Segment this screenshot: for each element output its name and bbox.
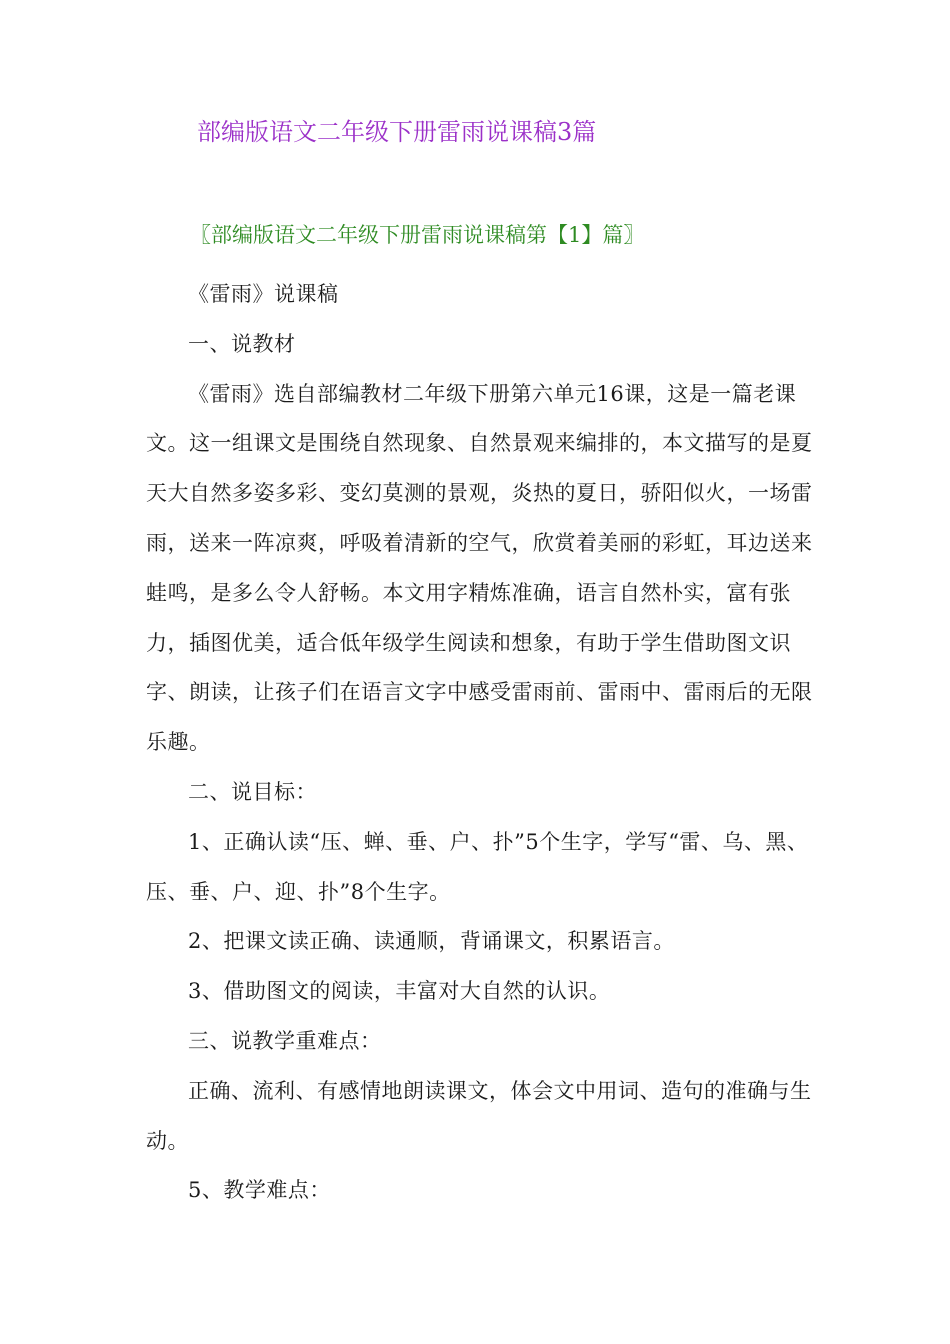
document-body — [146, 270, 826, 1216]
document-title: 部编版语文二年级下册雷雨说课稿3篇 — [197, 118, 597, 146]
paragraph-heading-difficulties: 5、教学难点： — [188, 1178, 331, 1203]
section-heading: 〖部编版语文二年级下册雷雨说课稿第【1】篇〗 — [190, 223, 645, 247]
paragraph-goal-3: 3、借助图文的阅读，丰富对大自然的认识。 — [188, 979, 611, 1004]
paragraph-subtitle: 《雷雨》说课稿 — [188, 282, 339, 306]
paragraph-goal-2: 2、把课文读正确、读通顺，背诵课文，积累语言。 — [188, 929, 675, 954]
paragraph-heading-goals: 二、说目标： — [188, 779, 317, 804]
paragraph-heading-key-points: 三、说教学重难点： — [188, 1028, 382, 1053]
paragraph-key-points-body: 正确、流利、有感情地朗读课文，体会文中用词、造句的准确与生动。 — [146, 1078, 812, 1153]
paragraph-heading-material: 一、说教材 — [188, 331, 296, 356]
paragraph-goal-1: 1、正确认读“压、蝉、垂、户、扑”5个生字，学写“雷、乌、黑、压、垂、户、迎、扑”8个生字。 — [146, 829, 809, 904]
paragraph-material-body: 《雷雨》选自部编教材二年级下册第六单元16课，这是一篇老课文。这一组课文是围绕自然现象、自然景观来编排的，本文描写的是夏天大自然多姿多彩、变幻莫测的景观，炎热的夏日，骄阳似火，一场雷雨，送来一阵凉爽，呼吸着清新的空气，欣赏着美丽的彩虹，耳边送来蛙鸣，是多么令人舒畅。本文用字精炼准确，语言自然朴实，富有张力，插图优美，适合低年级学生阅读和想象，有助于学生借助图文识字、朗读，让孩子们在语言文字中感受雷雨前、雷雨中、雷雨后的无限乐趣。 — [146, 381, 813, 755]
